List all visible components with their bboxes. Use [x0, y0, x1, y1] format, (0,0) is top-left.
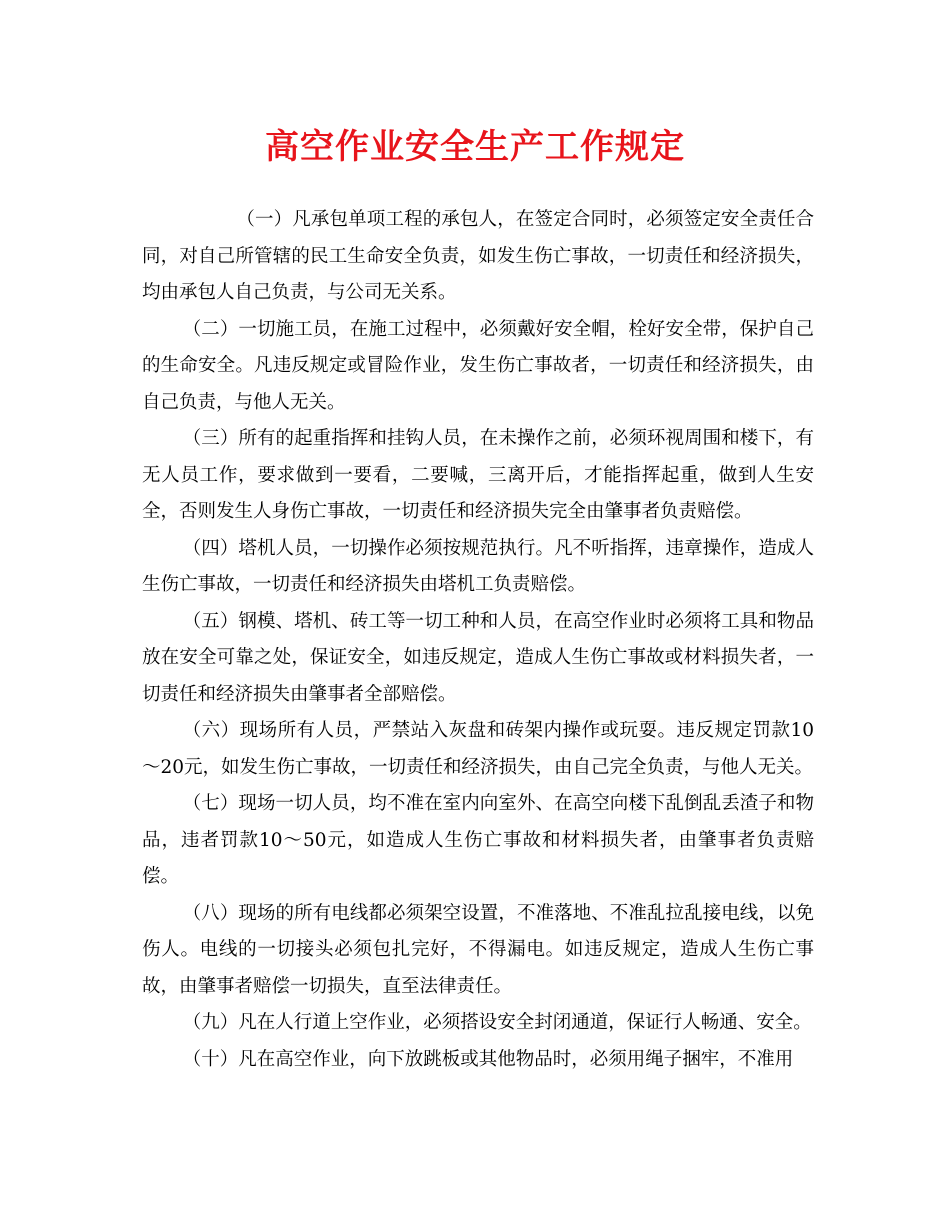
paragraph-1: （一）凡承包单项工程的承包人，在签定合同时，必须签定安全责任合同，对自己所管辖的民工生命安全负责，如发生伤亡事故，一切责任和经济损失，均由承包人自己负责，与公司无关系。: [142, 209, 814, 303]
paragraph-8: （八）现场的所有电线都必须架空设置，不准落地、不准乱拉乱接电线，以免伤人。电线的一切接头必须包扎完好，不得漏电。如违反规定，造成人生伤亡事故，由肇事者赔偿一切损失，直至法律责任。: [142, 902, 814, 997]
paragraph-4: （四）塔机人员，一切操作必须按规范执行。凡不听指挥，违章操作，造成人生伤亡事故，一切责任和经济损失由塔机工负责赔偿。: [142, 537, 814, 595]
paragraph-9: （九）凡在人行道上空作业，必须搭设安全封闭通道，保证行人畅通、安全。: [182, 1012, 812, 1033]
paragraph-10: （十）凡在高空作业，向下放跳板或其他物品时，必须用绳子捆牢，不准用: [182, 1048, 794, 1070]
paragraph-2: （二）一切施工员，在施工过程中，必须戴好安全帽，栓好安全带，保护自己的生命安全。凡违反规定或冒险作业，发生伤亡事故者，一切责任和经济损失，由自己负责，与他人无关。: [142, 318, 814, 413]
paragraph-3: （三）所有的起重指挥和挂钩人员，在未操作之前，必须环视周围和楼下，有无人员工作，要求做到一要看，二要喊，三离开后，才能指挥起重，做到人生安全，否则发生人身伤亡事故，一切责任和经济损失完全由肇事者负责赔偿。: [142, 428, 814, 522]
document-body: [142, 202, 814, 1078]
paragraph-6: （六）现场所有人员，严禁站入灰盘和砖架内操作或玩耍。违反规定罚款10～20元，如发生伤亡事故，一切责任和经济损失，由自己完全负责，与他人无关。: [142, 720, 814, 778]
paragraph-7: （七）现场一切人员，均不准在室内向室外、在高空向楼下乱倒乱丢渣子和物品，违者罚款10～50元，如造成人生伤亡事故和材料损失者，由肇事者负责赔偿。: [142, 793, 814, 887]
paragraph-5: （五）钢模、塔机、砖工等一切工种和人员，在高空作业时必须将工具和物品放在安全可靠之处，保证安全，如违反规定，造成人生伤亡事故或材料损失者，一切责任和经济损失由肇事者全部赔偿。: [142, 610, 814, 705]
document-title: 高空作业安全生产工作规定: [265, 127, 685, 167]
